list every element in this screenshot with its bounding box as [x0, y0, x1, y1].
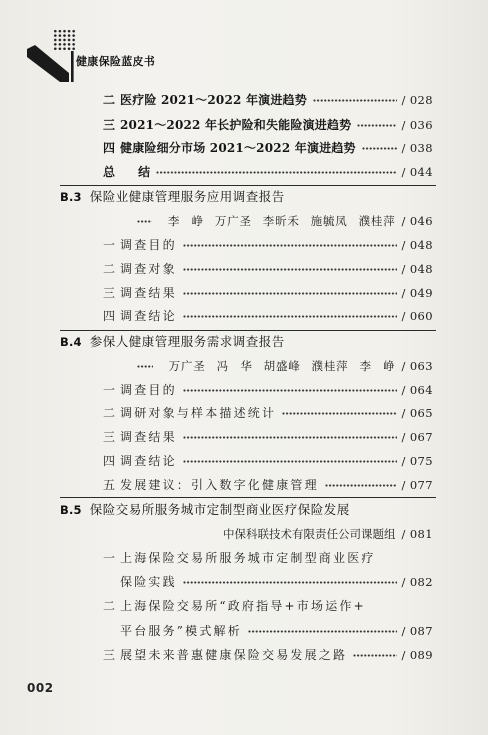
author-name: 施毓凤 [310, 214, 348, 228]
section-heading [60, 188, 285, 206]
toc-entry [103, 116, 433, 134]
dot-leader [183, 389, 397, 392]
dot-leader [248, 630, 397, 633]
section-authors [131, 212, 433, 230]
section-page-number: / 081 [401, 527, 433, 541]
section-heading [60, 501, 350, 519]
author-name: 李 峥 [359, 359, 396, 373]
entry-number: 一 [103, 238, 116, 252]
entry-title: 展望未来普惠健康保险交易发展之路 [120, 648, 348, 662]
section-page-number: / 063 [401, 359, 433, 373]
entry-title: 调查结论 [120, 309, 177, 323]
dot-leader [183, 244, 397, 247]
toc-entry [103, 91, 433, 109]
dot-leader [137, 220, 152, 223]
section-code: B.3 [60, 190, 82, 204]
toc-separator [60, 330, 436, 331]
entry-page-number: / 036 [401, 118, 433, 132]
section-title: 保险交易所服务城市定制型商业医疗保险发展 [89, 502, 350, 517]
author-name: 濮桂萍 [311, 359, 349, 373]
toc-entry [103, 381, 433, 399]
toc-entry [103, 452, 433, 470]
section-code: B.5 [60, 503, 82, 517]
entry-title: 调查目的 [120, 238, 177, 252]
dot-leader [357, 124, 396, 127]
dot-leader [183, 581, 397, 584]
section-authors [131, 357, 433, 375]
entry-page-number: / 028 [401, 93, 433, 107]
dot-leader [183, 292, 397, 295]
author-name: 濮桂萍 [358, 214, 396, 228]
dot-leader [183, 460, 397, 463]
dot-leader [313, 99, 397, 102]
entry-page-number: / 067 [401, 430, 433, 444]
author-name: 李昕禾 [262, 214, 300, 228]
toc-entry [103, 236, 433, 254]
entry-page-number: / 048 [401, 262, 433, 276]
entry-number: 四 [103, 454, 116, 468]
entry-number: 二 [103, 93, 116, 107]
entry-title-line: 上海保险交易所服务城市定制型商业医疗 [120, 551, 376, 565]
toc-entry-continuation [120, 573, 433, 591]
entry-number: 三 [103, 118, 116, 132]
dot-leader [325, 484, 397, 487]
entry-title-line: 平台服务”模式解析 [120, 624, 242, 638]
toc-entry [103, 307, 433, 325]
entry-title: 发展建议：引入数字化健康管理 [120, 478, 319, 492]
entry-title: 调研对象与样本描述统计 [120, 406, 277, 420]
entry-title: 调查对象 [120, 262, 177, 276]
entry-page-number: / 065 [401, 406, 433, 420]
entry-number: 二 [103, 599, 116, 613]
toc-entry [103, 428, 433, 446]
entry-number: 四 [103, 309, 116, 323]
toc-entry [103, 260, 433, 278]
section-title: 保险业健康管理服务应用调查报告 [89, 189, 285, 204]
entry-page-number: / 082 [401, 575, 433, 589]
page-number: 002 [27, 681, 54, 695]
toc-entry [103, 404, 433, 422]
series-title: 健康保险蓝皮书 [76, 55, 156, 68]
toc-entry-summary [103, 163, 433, 181]
entry-page-number: / 077 [401, 478, 433, 492]
entry-number: 四 [103, 141, 116, 155]
entry-title: 健康险细分市场 2021～2022 年演进趋势 [120, 141, 356, 155]
logo-book-mark [26, 27, 76, 83]
entry-title: 医疗险 2021～2022 年演进趋势 [120, 93, 307, 107]
section-code: B.4 [60, 335, 82, 349]
entry-page-number: / 038 [401, 141, 433, 155]
author-organization: 中保科联技术有限责任公司课题组 [223, 527, 396, 541]
dot-leader [183, 436, 397, 439]
author-name: 胡盛峰 [263, 359, 301, 373]
summary-label: 总 结 [103, 165, 151, 179]
author-name: 李 峥 [167, 214, 204, 228]
section-heading [60, 333, 285, 351]
author-name: 万广圣 [168, 359, 206, 373]
toc-entry [103, 597, 433, 615]
entry-number: 二 [103, 262, 116, 276]
logo-book-band [27, 45, 69, 82]
dot-leader [353, 654, 396, 657]
entry-title: 调查结果 [120, 430, 177, 444]
dot-leader [282, 412, 396, 415]
entry-page-number: / 064 [401, 383, 433, 397]
entry-page-number: / 048 [401, 238, 433, 252]
toc-entry [103, 476, 433, 494]
logo-book-spine [71, 51, 74, 82]
entry-page-number: / 049 [401, 286, 433, 300]
section-title: 参保人健康管理服务需求调查报告 [89, 334, 285, 349]
section-page-number: / 046 [401, 214, 433, 228]
entry-page-number: / 087 [401, 624, 433, 638]
entry-page-number: / 060 [401, 309, 433, 323]
entry-number: 三 [103, 430, 116, 444]
entry-number: 五 [103, 478, 116, 492]
author-name: 冯 华 [216, 359, 253, 373]
entry-title: 调查目的 [120, 383, 177, 397]
entry-number: 一 [103, 551, 116, 565]
entry-number: 一 [103, 383, 116, 397]
entry-number: 三 [103, 648, 116, 662]
section-authors [131, 525, 433, 543]
dot-leader [183, 315, 397, 318]
entry-title: 调查结论 [120, 454, 177, 468]
toc-entry [103, 284, 433, 302]
toc-separator [60, 497, 436, 498]
toc-entry-continuation [120, 622, 433, 640]
author-name: 万广圣 [214, 214, 252, 228]
entry-title: 2021～2022 年长护险和失能险演进趋势 [120, 118, 352, 132]
entry-page-number: / 075 [401, 454, 433, 468]
toc-entry [103, 139, 433, 157]
dot-leader [156, 171, 396, 174]
toc-separator [60, 185, 436, 186]
entry-number: 二 [103, 406, 116, 420]
entry-number: 三 [103, 286, 116, 300]
blue-book-series-logo-icon [26, 27, 76, 83]
dot-leader [183, 268, 397, 271]
dot-leader [137, 365, 153, 368]
dot-leader [362, 147, 397, 150]
entry-page-number: / 089 [401, 648, 433, 662]
entry-title-line: 保险实践 [120, 575, 177, 589]
entry-title: 调查结果 [120, 286, 177, 300]
toc-entry [103, 549, 433, 567]
toc-entry [103, 646, 433, 664]
entry-page-number: / 044 [401, 165, 433, 179]
entry-title-line: 上海保险交易所“政府指导+市场运作+ [120, 599, 366, 613]
